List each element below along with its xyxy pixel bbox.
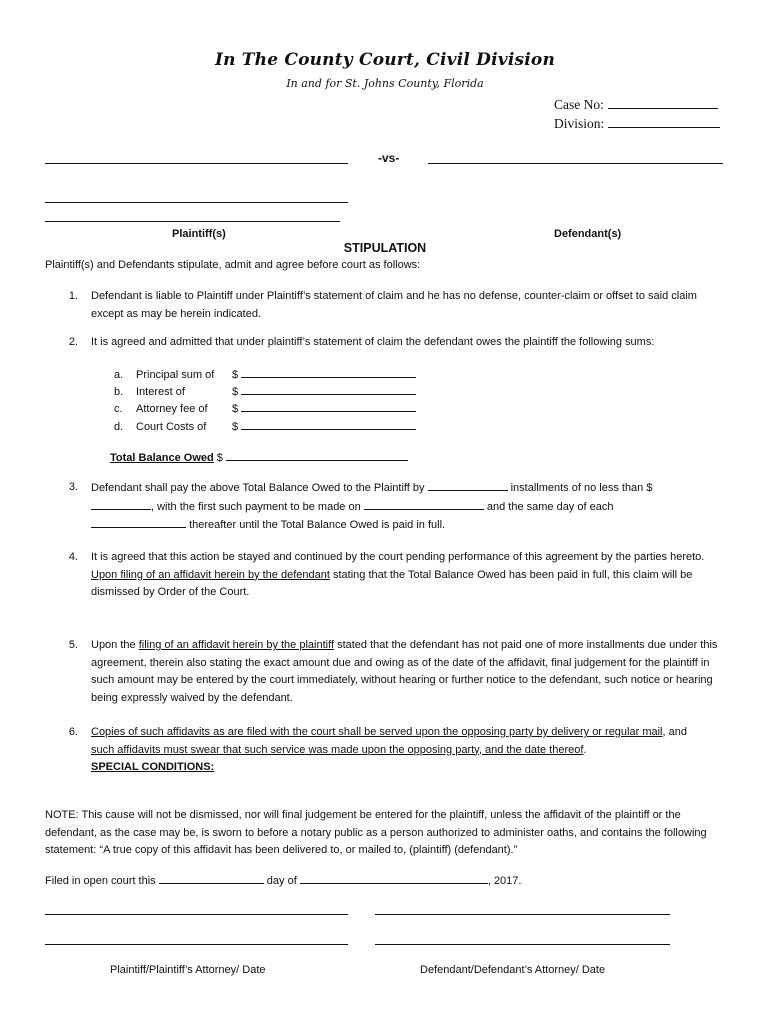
division-label: Division: — [554, 116, 605, 131]
defendant-name-line[interactable] — [428, 163, 723, 164]
item-3-number: 3. — [68, 481, 78, 493]
first-payment-date-field[interactable] — [364, 498, 484, 510]
total-balance-row: Total Balance Owed $ — [110, 449, 408, 468]
plaintiff-signature-line-1[interactable] — [45, 914, 348, 915]
plaintiff-name-line-3[interactable] — [45, 221, 340, 222]
sum-row-court-costs: d. Court Costs of $ — [114, 418, 416, 437]
intro-text: Plaintiff(s) and Defendants stipulate, admit and agree before court as follows: — [45, 259, 421, 271]
sum-row-attorney-fee: c. Attorney fee of $ — [114, 400, 416, 419]
division-line — [554, 115, 720, 132]
plaintiff-name-line-2[interactable] — [45, 202, 348, 203]
item-6-number: 6. — [68, 726, 78, 738]
court-costs-field[interactable] — [241, 418, 416, 430]
plaintiff-label: Plaintiff(s) — [172, 228, 226, 240]
item-5-text: Upon the filing of an affidavit herein by the plaintiff stated that the defendant has not paid one of more installments due under this agreement, therein also stating the exact amount due and owing as of the date of the affidavit, final judgement for the plaintiff in such amount may be entered by the court immediately, without hearing or further notice to the defendant, such notice or hearing being expressly waived by the defendant. — [91, 639, 718, 704]
court-subtitle: In and for St. Johns County, Florida — [286, 77, 484, 90]
item-2-text: It is agreed and admitted that under plaintiff’s statement of claim the defendant owes the plaintiff the following sums: — [91, 336, 655, 348]
item-2-number: 2. — [68, 336, 78, 348]
attorney-fee-field[interactable] — [241, 400, 416, 412]
case-no-field[interactable] — [608, 96, 718, 109]
plaintiff-signature-label: Plaintiff/Plaintiff’s Attorney/ Date — [110, 964, 266, 976]
item-4-text: It is agreed that this action be stayed and continued by the court pending performance of this agreement by the parties hereto. Upon filing of an affidavit herein by the defendant stating that the Total Balance Owed has been paid in full, this claim will be dismissed by Order of the Court. — [91, 551, 705, 598]
note-text: NOTE: This cause will not be dismissed, nor will final judgement be entered for the plaintiff, unless the affidavit of the plaintiff or the defendant, as the case may be, is sworn to before a notary public as a person authorized to administer oaths, and contains the following statement: “A true copy of this affidavit has been delivered to, or mailed to, (plaintiff) (defendant).” — [45, 809, 707, 856]
court-title: In The County Court, Civil Division — [214, 50, 556, 70]
vs-label: -vs- — [378, 151, 400, 165]
defendant-signature-line-1[interactable] — [375, 914, 670, 915]
special-conditions-heading: SPECIAL CONDITIONS: — [91, 761, 215, 773]
total-balance-field[interactable] — [226, 449, 408, 461]
installments-count-field[interactable] — [428, 479, 508, 491]
defendant-signature-label: Defendant/Defendant’s Attorney/ Date — [420, 964, 606, 976]
item-1-number: 1. — [68, 290, 78, 302]
filed-month-field[interactable] — [300, 872, 488, 884]
interest-field[interactable] — [241, 383, 416, 395]
sum-row-principal: a. Principal sum of $ — [114, 366, 416, 385]
division-field[interactable] — [608, 115, 720, 128]
document-heading: STIPULATION — [343, 241, 427, 255]
item-1-text: Defendant is liable to Plaintiff under Plaintiff’s statement of claim and he has no defense, counter-claim or offset to said claim except as may be herein indicated. — [91, 290, 697, 320]
payment-period-field[interactable] — [91, 516, 186, 528]
item-3-text: Defendant shall pay the above Total Balance Owed to the Plaintiff by installments of no less than $ , with the first such payment to be made on and the same day of each thereafter until the Total Balance Owed is paid in full. — [91, 479, 731, 535]
installment-amount-field[interactable] — [91, 498, 151, 510]
total-balance-label: Total Balance Owed — [110, 452, 214, 464]
principal-sum-field[interactable] — [241, 366, 416, 378]
case-no-label: Case No: — [554, 97, 604, 112]
sum-row-interest: b. Interest of $ — [114, 383, 416, 402]
case-number-line — [554, 96, 718, 113]
plaintiff-signature-line-2[interactable] — [45, 944, 348, 945]
defendant-signature-line-2[interactable] — [375, 944, 670, 945]
defendant-label: Defendant(s) — [554, 228, 622, 240]
filed-day-field[interactable] — [159, 872, 264, 884]
filed-line: Filed in open court this day of , 2017. — [45, 872, 735, 891]
item-6-text: Copies of such affidavits as are filed with the court shall be served upon the opposing party by delivery or regular mail, and such affidavits must swear that such service was made upon the opposing party, and the date thereof. SPECIAL CONDITIONS: — [91, 726, 687, 773]
item-5-number: 5. — [68, 639, 78, 651]
item-4-number: 4. — [68, 551, 78, 563]
plaintiff-name-line-1[interactable] — [45, 163, 348, 164]
